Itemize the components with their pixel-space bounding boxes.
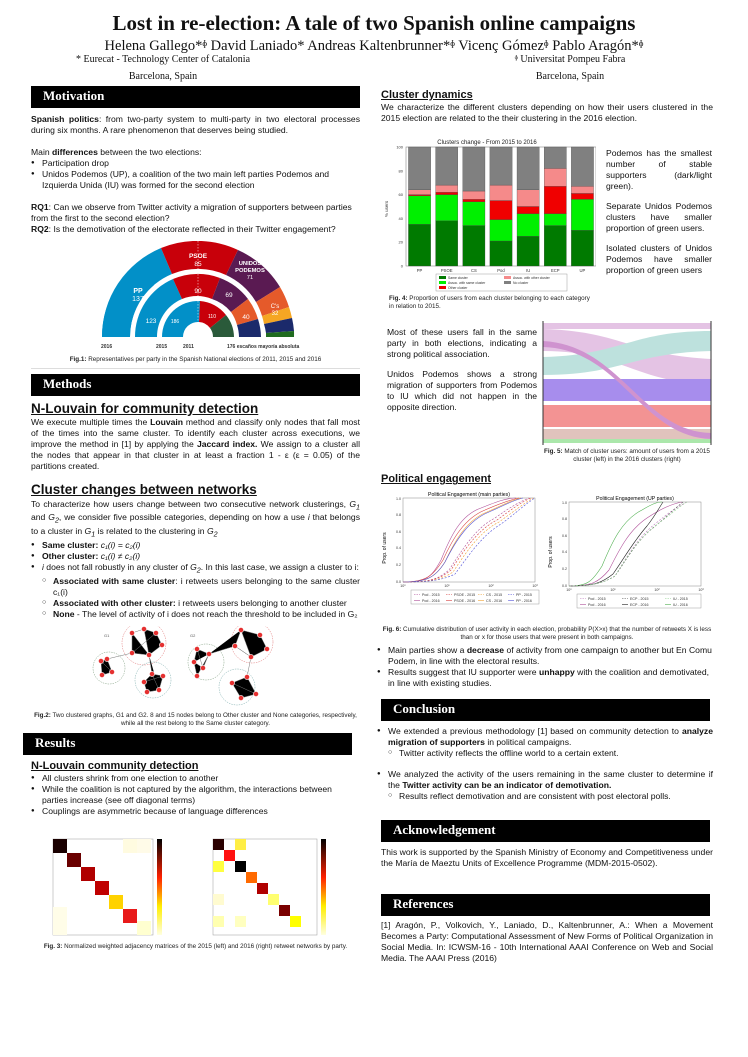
legend-swatch (504, 276, 511, 279)
x-tick-label: Pod (497, 268, 505, 274)
item-text: i retweets users belonging to another cluster (175, 598, 347, 609)
list-item (377, 667, 713, 689)
x-tick: 10² (488, 584, 494, 589)
x-tick: 10² (654, 588, 660, 593)
reference-item: [1] Aragón, P., Volkovich, Y., Laniado, D., Kaltenbrunner, A.: When a Movement Becomes a Party: Computational Assessment of New Forms of Political Organization in Social Media. In: ICWSM-16 - 10th International AAAI Conference on Web and Social Media. The AAAI Press (2016) (381, 920, 713, 964)
motivation-intro (31, 114, 360, 136)
bar-segment (517, 147, 539, 190)
bar-segment (408, 195, 430, 196)
label-up2: PODEMOS (235, 268, 265, 274)
year-2015: 2015 (156, 344, 168, 350)
rq1-label: RQ1 (31, 202, 49, 212)
y-ticks (562, 501, 567, 588)
bar-segment (517, 214, 539, 237)
list-item: ● Participation drop (31, 158, 360, 169)
engagement-chart-up (547, 490, 713, 618)
legend-swatch (439, 276, 446, 279)
caption-label: Fig. 3: (43, 943, 63, 951)
note: Podemos has the smallest number of stable supporters (dark/light green). (606, 148, 712, 192)
text-run: of activity from one campaign to another but En Comu Podem, in line with the electoral results. (388, 645, 712, 667)
fig3-caption (31, 943, 360, 951)
legend-entry: PP - 2015 (516, 593, 532, 598)
fig4-container (381, 134, 596, 311)
y-tick-label: 100 (396, 144, 403, 150)
rq1-text: : Can we observe from Twitter activity a migration of supporters between parties from the first to the second election? (31, 202, 352, 223)
g2-label: G2 (190, 633, 196, 639)
nlouvain-subheading: N-Louvain for community detection (31, 401, 259, 417)
note: Unidos Podemos shows a strong migration of supporters from Podemos to IU which did not happen in the opposite direction. (387, 369, 537, 413)
text-run: is related to the clustering in (95, 526, 207, 537)
text-bold: Jaccard index. (196, 439, 258, 450)
caption-text: Representatives per party in the Spanish National elections of 2011, 2015 and 2016 (86, 356, 322, 363)
note: Most of these users fall in the same party in both elections, indicating a strong political association. (387, 327, 537, 360)
g1-label: G1 (104, 633, 110, 639)
sub-list (388, 748, 713, 759)
adjacency-matrices-figure (31, 827, 360, 939)
legend-entry: Same cluster (448, 275, 468, 280)
left-column (31, 86, 360, 951)
list-item (31, 540, 360, 551)
legend-entry: PSOE - 2016 (454, 599, 476, 604)
nlouvain-text (31, 417, 360, 472)
item-text: : i retweets users belonging to the same cluster c₁(i) (53, 576, 360, 598)
fig6-caption (381, 626, 713, 642)
note: Separate Unidos Podemos clusters have smaller proportion of green users. (606, 201, 712, 234)
legend-swatch (439, 286, 446, 289)
bar-segment (490, 201, 512, 220)
fig5-notes (387, 327, 537, 464)
y-ticks (396, 145, 403, 269)
legend-entry: ECP - 2015 (630, 597, 649, 602)
bar-segment (408, 196, 430, 225)
legend-entry: Other cluster (448, 285, 468, 290)
methods-header: Methods (31, 374, 360, 396)
intro-bold: Spanish politics (31, 114, 99, 124)
rq2 (31, 224, 360, 235)
year-2011: 2011 (183, 344, 194, 350)
item-bold: None (53, 609, 75, 620)
y-axis-label: Prop. of users (382, 532, 388, 564)
item-text: - The level of activity of i does not reach the threshold to be included in G₂ (74, 609, 358, 620)
legend-entry: Assoc. with other cluster (513, 275, 550, 280)
list-item: ● Couplings are asymmetric because of language differences (31, 806, 360, 817)
engagement-chart-main (381, 490, 547, 618)
bar-segment (517, 207, 539, 214)
bar-segment (490, 220, 512, 241)
caption-text: Proportion of users from each cluster belonging to each category in relation to 2015. (389, 295, 590, 311)
caption-text: Cumulative distribution of user activity in each election, probability P(X>x) that the number of retweets X is less than or x for those users that were present in both campaigns. (401, 626, 712, 642)
bar-segment (490, 185, 512, 200)
matrix-2016 (213, 839, 326, 935)
text-run: We analyzed the activity of the users remaining in the same cluster to determine if the (388, 769, 713, 791)
text-bold: analyze migration of supporters (388, 726, 713, 748)
legend-entry: Pod - 2015 (422, 593, 440, 598)
y-tick: 0.0 (396, 580, 401, 585)
fig4-notes (606, 148, 712, 311)
fig5-caption (541, 448, 713, 464)
g-symbol: $G_1$ (84, 526, 96, 540)
label-up: UNIDOS (238, 261, 262, 267)
poster-title: Lost in re-election: A tale of two Spanish online campaigns (112, 11, 636, 35)
author-list: Helena Gallego*ᶲ David Laniado* Andreas Kaltenbrunner*ᶲ Vicenç Gómezᶲ Pablo Aragón*ᶲ (104, 38, 644, 54)
text-run: that belongs to a cluster in (31, 512, 360, 537)
legend-entry: No cluster (513, 280, 529, 285)
matrix-2015 (53, 839, 162, 935)
categories-list (31, 540, 360, 620)
bar-stacks (408, 147, 593, 266)
diff-post: between the two elections: (97, 147, 202, 157)
bar-segment (571, 186, 593, 193)
flow (543, 323, 711, 329)
cluster-change-bar-chart (381, 134, 596, 292)
text-run: We execute multiple times the (31, 417, 151, 428)
bar-segment (436, 221, 458, 266)
cluster-dynamics-text: We characterize the different clusters depending on how their users clustered in the 2015 election are related to the their clustering in the 2016 election. (381, 102, 713, 124)
bar-segment (517, 236, 539, 266)
g-letter: G (206, 526, 214, 537)
caption-label: Fig.1: (69, 356, 87, 363)
text-run: We extended a previous methodology [1] based on community detection to (388, 726, 682, 737)
acknowledgement-text: This work is supported by the Spanish Ministry of Economy and Competitiveness under the María de Maeztu Units of Excellence Programme (MDM-2015-0502). (381, 847, 713, 869)
fig2-caption (31, 712, 360, 728)
y-tick: 0.8 (562, 517, 567, 522)
text-run: method and classify only nodes that fall most of the times into the same cluster. To identify each cluster across executions, we improve the method in [1] by applying the (31, 417, 360, 450)
item-bold: Associated with other cluster: (53, 598, 176, 609)
text-run: Main parties show a (388, 645, 467, 656)
g-letter: G (84, 526, 92, 537)
fig5-container (541, 321, 713, 464)
chart-legend (436, 274, 567, 291)
results-list (31, 773, 360, 817)
divider (31, 368, 360, 369)
legend-entry: Pod - 2016 (422, 599, 440, 604)
y-tick: 0.4 (396, 546, 401, 551)
label-pod-2015: 69 (225, 292, 233, 299)
legend-entry: Pod - 2016 (588, 603, 606, 608)
text-run: in political campaigns. (484, 737, 572, 748)
bar-segment (544, 186, 566, 213)
y-tick: 0.0 (562, 584, 567, 589)
cluster-changes-text: To characterize how users change between two consecutive network clusterings, $G_1$ and $G_2$, we consider five possible categories, depending on how a use i that belongs to a cluster in $G_1$ is related to the clustering in $G_2$ (31, 498, 360, 540)
y-tick-label: 0 (400, 263, 403, 269)
x-ticks (417, 268, 586, 273)
affiliation-name: ᶲ Universitat Pompeu Fabra (514, 54, 626, 65)
text-bold: Twitter activity can be an indicator of demotivation. (402, 780, 612, 791)
legend-entry: IU - 2016 (673, 603, 688, 608)
bar-segment (544, 214, 566, 226)
bar-segment (463, 191, 485, 199)
bar-segment (571, 193, 593, 199)
cdf-curves (403, 498, 535, 582)
label-cs: C's (270, 304, 280, 310)
bar-segment (544, 226, 566, 266)
y-axis-label: Prop. of users (548, 536, 554, 568)
conclusion-header: Conclusion (381, 699, 710, 721)
g-letter: G (349, 498, 357, 509)
list-item: ● Unidos Podemos (UP), a coalition of the two main left parties Podemos and Izquierda Unida (IU) was formed for the second election (31, 169, 360, 191)
bar-segment (463, 147, 485, 191)
text-bold: unhappy (538, 667, 575, 678)
chart-legend (411, 590, 539, 604)
bar-segment (463, 202, 485, 226)
references-header: References (381, 894, 710, 916)
label-pp-2015: 123 (145, 318, 157, 325)
list-item (31, 551, 360, 562)
x-tick-label: ECP (550, 268, 560, 274)
parliament-figure (31, 241, 360, 353)
plot-frame (403, 498, 535, 582)
y-tick-label: 60 (398, 192, 403, 198)
right-column (381, 86, 713, 964)
x-tick-label: IU (526, 268, 531, 274)
engagement-subheading: Political engagement (381, 473, 492, 486)
y-tick: 0.2 (562, 567, 567, 572)
bar-segment (408, 224, 430, 266)
caption-label: Fig. 4: (389, 295, 408, 303)
bar-segment (544, 147, 566, 168)
x-tick: 10³ (698, 588, 704, 593)
list-item: ○ Results reflect demotivation and are consistent with post electoral polls. (388, 791, 713, 802)
item-bold: Other cluster: (42, 551, 99, 562)
x-tick: 10³ (532, 584, 538, 589)
chart-title: Political Engagement (main parties) (428, 492, 510, 499)
label-pp-2011: 186 (170, 319, 180, 325)
y-tick-label: 20 (398, 239, 403, 245)
bar-segment (463, 199, 485, 201)
bar-segment (517, 190, 539, 207)
fig5-row (381, 321, 713, 464)
bar-segment (436, 192, 458, 194)
g-symbol: $G_2$ (190, 562, 201, 575)
caption-text: Normalized weighted adjacency matrices of the 2015 (left) and 2016 (right) retweet networks by party. (62, 943, 348, 951)
rq1 (31, 202, 360, 224)
bar-segment (436, 195, 458, 221)
differences-list (31, 158, 360, 191)
cluster-changes-subheading: Cluster changes between networks (31, 482, 257, 498)
clustered-graphs-figure (31, 626, 360, 708)
chart-legend (577, 594, 701, 608)
list-item (377, 769, 713, 802)
text-run: does not fall robustly in any cluster of (43, 562, 191, 573)
flow-psoe (543, 405, 711, 427)
cluster-dynamics-subheading: Cluster dynamics (381, 89, 473, 101)
text-run: , we consider five possible categories, depending on how a use (58, 512, 308, 523)
label-cs-2015: 40 (242, 314, 250, 321)
y-tick-label: 40 (398, 215, 403, 221)
caption-label: Fig. 6: (382, 626, 402, 634)
y-ticks (396, 497, 401, 584)
alluvial-figure (541, 321, 713, 445)
label-psoe: PSOE (188, 253, 208, 260)
label-cs-2016: 32 (271, 311, 279, 317)
y-tick: 0.6 (396, 530, 401, 535)
legend-entry: CS - 2015 (486, 593, 503, 598)
y-tick: 1.0 (562, 501, 567, 506)
sub-categories-list (42, 576, 360, 620)
g-symbol: $G_2$ (206, 526, 218, 540)
affiliation-eurecat (48, 54, 278, 84)
label-psoe-2011: 110 (208, 314, 216, 320)
legend-entry: ECP - 2016 (630, 603, 649, 608)
label-psoe-2015: 90 (194, 288, 202, 295)
legend-entry: PSOE - 2015 (454, 593, 476, 598)
bar-segment (436, 147, 458, 185)
text-run: . In this last case, we assign a cluster to i: (200, 562, 359, 573)
rq2-label: RQ2 (31, 224, 49, 234)
list-item (42, 609, 360, 620)
bar-segment (571, 230, 593, 266)
affiliation-city: Barcelona, Spain (128, 70, 198, 82)
bar-segment (463, 226, 485, 266)
legend-entry: PP - 2016 (516, 599, 532, 604)
legend-swatch (439, 281, 446, 284)
affiliation-name: * Eurecat - Technology Center of Catalonia (75, 54, 251, 65)
x-tick: 10⁰ (566, 588, 572, 593)
flow-other (543, 439, 711, 443)
item-bold: Associated with same cluster (53, 576, 176, 587)
text-bold: Louvain (150, 417, 184, 428)
x-ticks (566, 588, 704, 592)
g-letter: G (48, 512, 55, 523)
x-ticks (400, 584, 538, 588)
cdf-curves (569, 502, 687, 586)
bar-segment (544, 168, 566, 186)
y-tick: 0.4 (562, 550, 567, 555)
bar-segment (408, 147, 430, 190)
bar-segment (490, 241, 512, 266)
caption-text: Match of cluster users: amount of users from a 2015 cluster (left) in the 2016 clusters (right) (562, 448, 710, 464)
list-item: ● While the coalition is not captured by the algorithm, the interactions between parties increase (see off diagonal terms) (31, 784, 360, 806)
label-psoe-2016: 85 (194, 261, 202, 268)
y-tick: 0.6 (562, 534, 567, 539)
engagement-list (377, 645, 713, 689)
differences-intro (31, 147, 360, 158)
diff-bold: differences (52, 147, 98, 157)
acknowledgement-header: Acknowledgement (381, 820, 710, 842)
g-symbol: $G_2$ (48, 512, 59, 526)
x-tick: 10¹ (444, 584, 450, 589)
caption-text: Two clustered graphs, G1 and G2. 8 and 15 nodes belong to Other cluster and None categories, respectively, while all the rest belong to the Same cluster category. (50, 712, 357, 728)
list-item (31, 562, 360, 620)
text-run: Results suggest that IU supporter were (388, 667, 539, 678)
x-tick: 10⁰ (400, 584, 406, 589)
note: Isolated clusters of Unidos Podemos have smaller proportion of green users (606, 243, 712, 276)
label-pp-2016: 137 (132, 296, 144, 303)
x-tick-label: PSOE (440, 268, 453, 274)
caption-label: Fig. 5: (544, 448, 563, 456)
year-2016: 2016 (101, 344, 113, 350)
x-tick-label: UP (579, 268, 586, 274)
majority-label: 176 escaños mayoría absoluta (227, 344, 300, 350)
list-item: ○ Twitter activity reflects the offline world to a certain extent. (388, 748, 713, 759)
legend-entry: CS - 2016 (486, 599, 503, 604)
diff-pre: Main (31, 147, 53, 157)
fig4-caption (389, 295, 596, 311)
g-letter: G (190, 562, 197, 573)
label-pp: PP (133, 288, 143, 295)
legend-entry: Assoc. with same cluster (448, 280, 486, 285)
conclusion-list (377, 726, 713, 802)
y-tick-label: 80 (398, 168, 403, 174)
formula: c₁(i) ≠ c₂(i) (100, 551, 141, 562)
affiliation-upf (470, 54, 670, 84)
rq2-text: : Is the demotivation of the electorate reflected in their Twitter engagement? (48, 224, 336, 234)
legend-entry: IU - 2015 (673, 597, 688, 602)
text-run: and (31, 512, 49, 523)
g-symbol: $G_1$ (349, 498, 360, 512)
affiliation-city: Barcelona, Spain (535, 70, 605, 82)
graph-edges (101, 629, 267, 698)
bar-segment (490, 147, 512, 185)
y-axis-label: % users (384, 200, 389, 218)
text-run: To characterize how users change between two consecutive network clusterings, (31, 498, 350, 509)
caption-label: Fig.2: (34, 712, 51, 720)
text-run: We assign to a cluster all the nodes that appear in that cluster in at least a fraction 1 - ε (ε = 0.05) of the partitions created. (31, 439, 360, 472)
y-tick: 1.0 (396, 497, 401, 502)
motivation-header: Motivation (31, 86, 360, 108)
intro-text: : from two-party system to multi-party in two electoral processes during six months. A rare phenomenon that deserves being studied. (31, 114, 360, 135)
x-tick: 10¹ (610, 588, 616, 593)
text-bold: decrease (466, 645, 505, 656)
sub-list (388, 791, 713, 802)
bar-segment (571, 199, 593, 230)
fig4-row (381, 134, 713, 311)
x-tick-label: CS (470, 268, 477, 274)
fig1-caption (31, 356, 360, 364)
list-item (377, 645, 713, 667)
list-item (42, 576, 360, 598)
i-symbol: i (42, 562, 44, 573)
bar-segment (436, 185, 458, 192)
list-item: ● All clusters shrink from one election to another (31, 773, 360, 784)
list-item (377, 726, 713, 759)
legend-entry: Pod - 2015 (588, 597, 606, 602)
bar-segment (408, 190, 430, 195)
list-item (42, 598, 360, 609)
y-tick: 0.8 (396, 513, 401, 518)
bar-segment (571, 147, 593, 186)
item-bold: Same cluster: (42, 540, 99, 551)
x-tick-label: PP (416, 268, 423, 274)
chart-title: Political Engagement (UP parties) (596, 496, 674, 503)
label-up-2016: 71 (246, 275, 254, 281)
results-header: Results (23, 733, 352, 755)
text-run: with the coalition and demotivated, in line with existing studies. (388, 667, 710, 689)
fig6-row (381, 490, 713, 618)
formula: c₁(i) = c₂(i) (100, 540, 141, 551)
legend-swatch (504, 281, 511, 284)
chart-title: Clusters change - From 2015 to 2016 (437, 140, 537, 147)
results-subheading: N-Louvain community detection (31, 760, 199, 773)
y-tick: 0.2 (396, 563, 401, 568)
